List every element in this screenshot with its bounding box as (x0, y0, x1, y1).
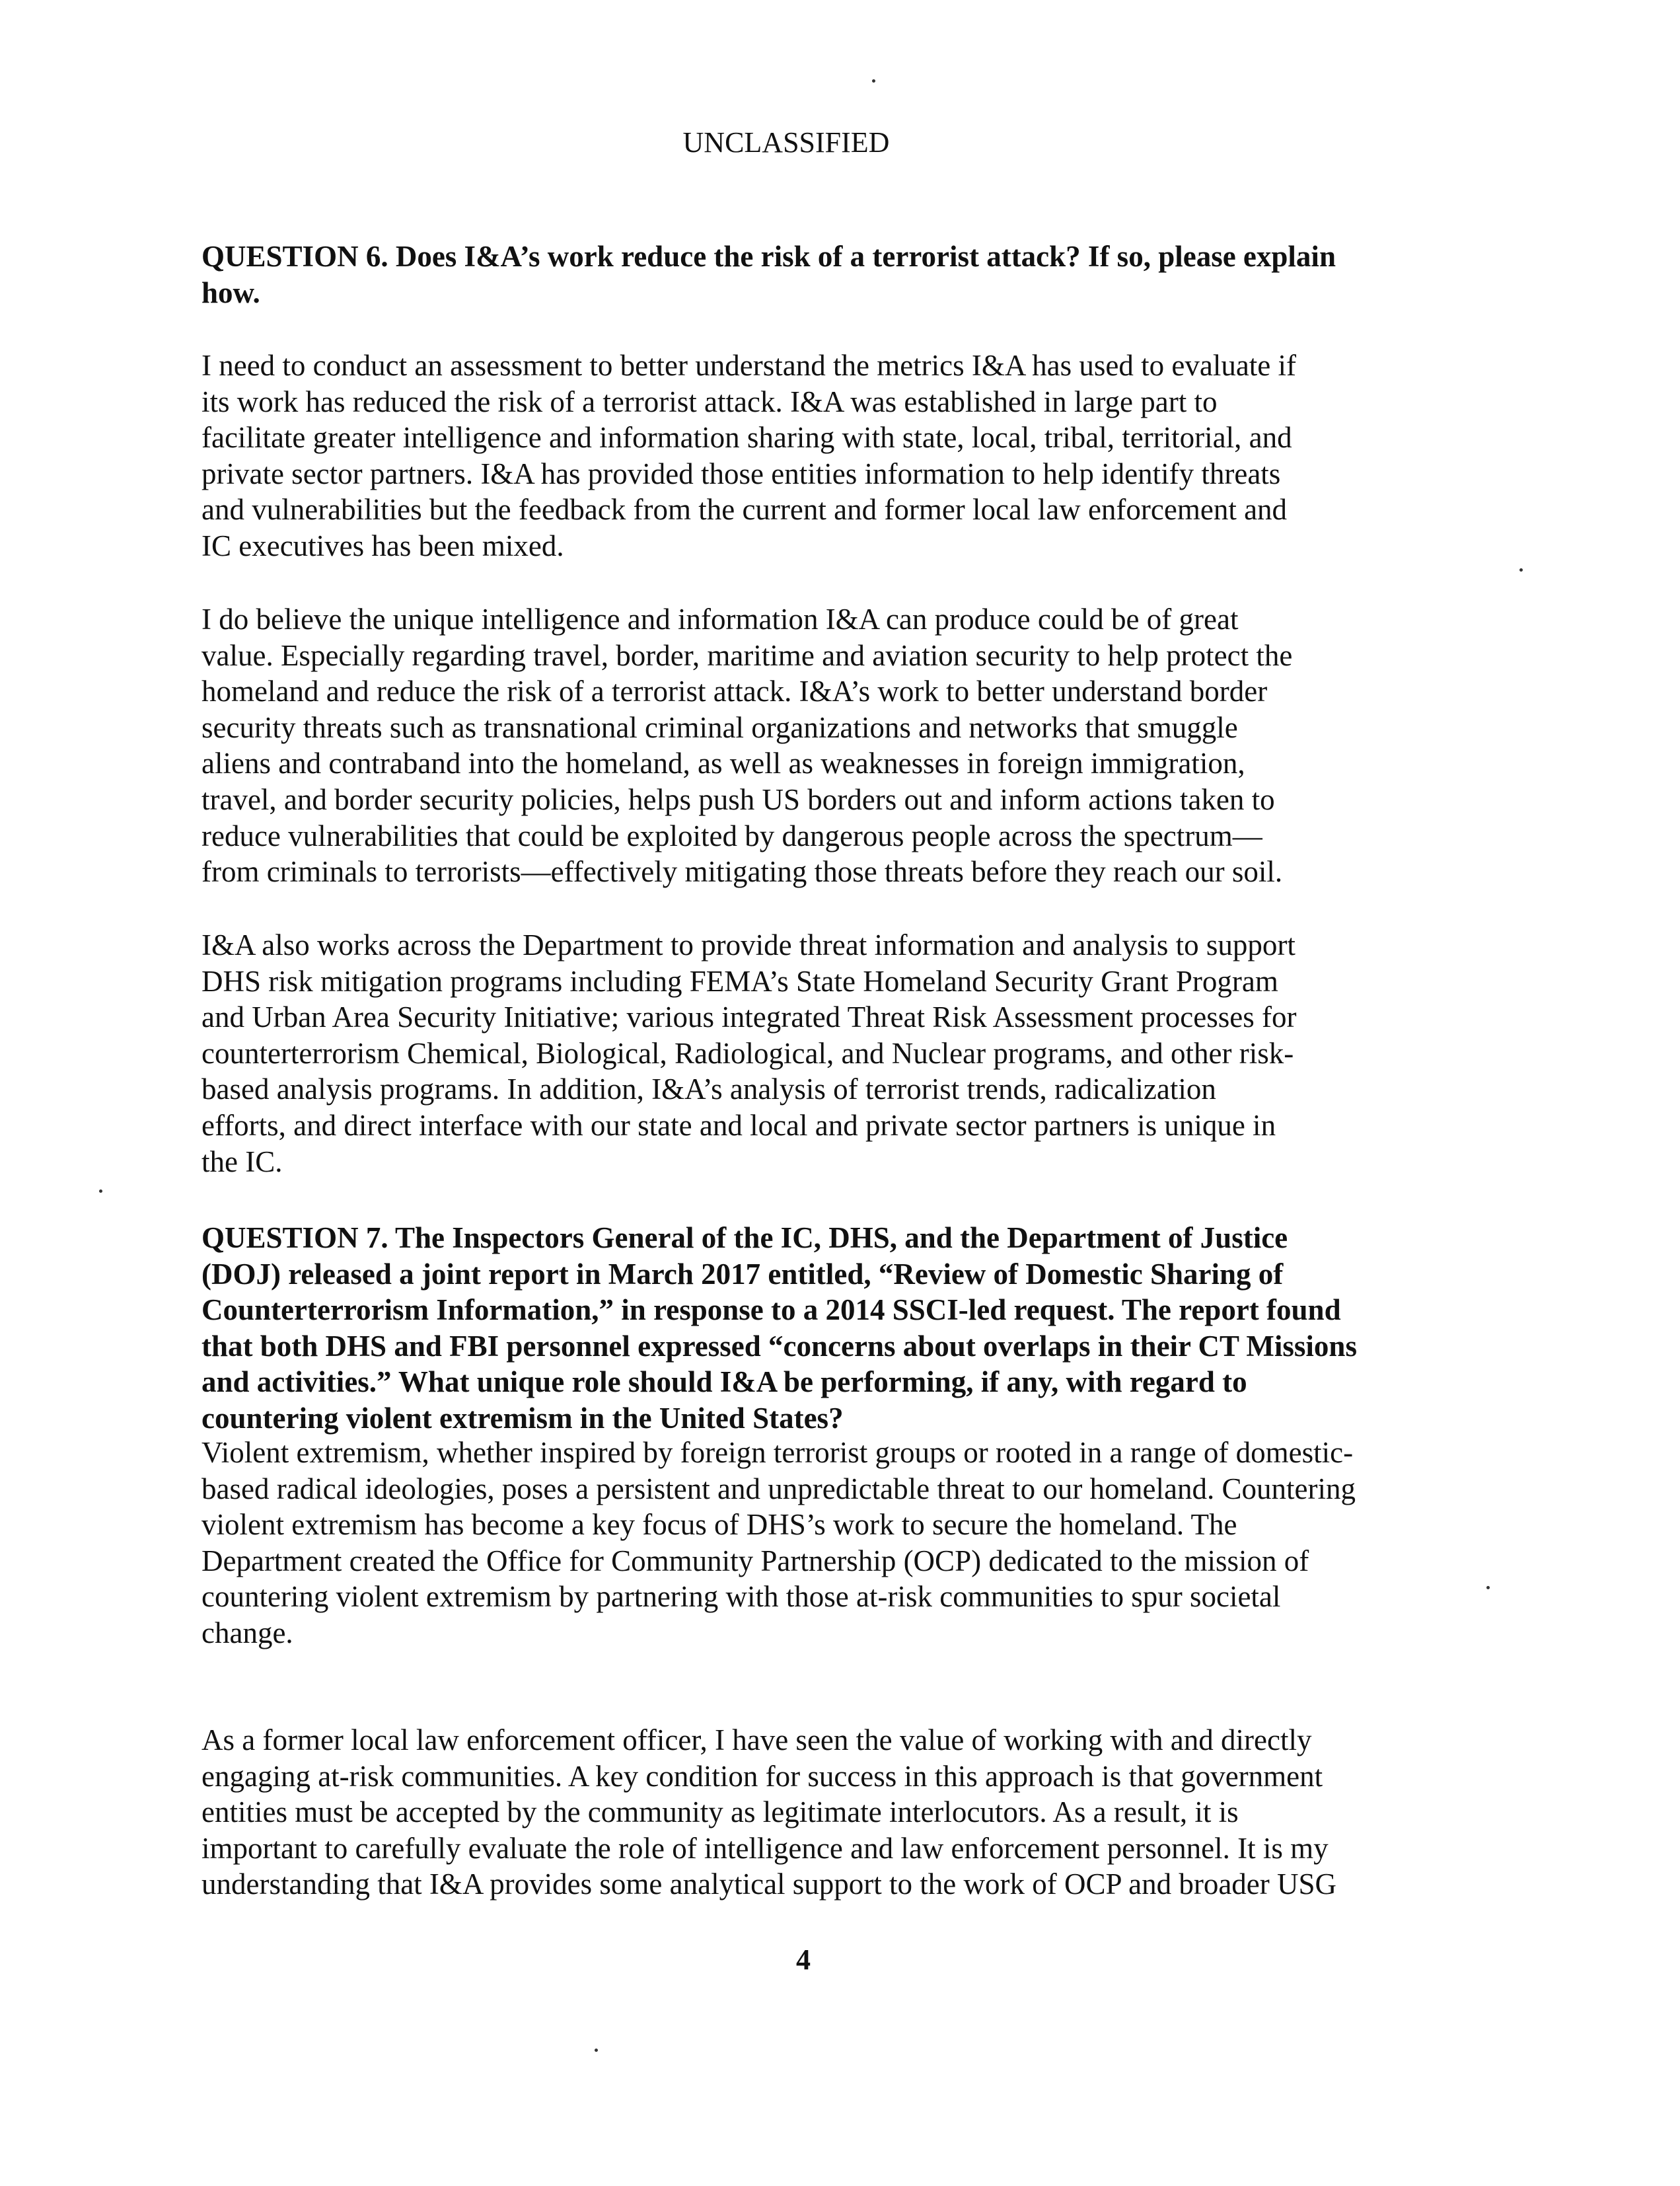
scan-speck (595, 2049, 598, 2052)
text-line: Department created the Office for Community Partnership (OCP) dedicated to the mission of (201, 1544, 1309, 1577)
text-line: its work has reduced the risk of a terrorist attack. I&A was established in large part to (201, 385, 1218, 418)
text-line: QUESTION 6. Does I&A’s work reduce the risk of a terrorist attack? If so, please explain (201, 240, 1336, 273)
text-line: Counterterrorism Information,” in response to a 2014 SSCI-led request. The report found (201, 1293, 1341, 1327)
text-line: and activities.” What unique role should I&A be performing, if any, with regard to (201, 1365, 1247, 1399)
text-line: I&A also works across the Department to provide threat information and analysis to support (201, 928, 1296, 961)
classification-header: UNCLASSIFIED (682, 126, 890, 159)
text-line: value. Especially regarding travel, border, maritime and aviation security to help protect the (201, 638, 1293, 672)
text-line: I do believe the unique intelligence and information I&A can produce could be of great (201, 603, 1239, 636)
text-line: Violent extremism, whether inspired by foreign terrorist groups or rooted in a range of domestic- (201, 1436, 1354, 1469)
text-line: violent extremism has become a key focus of DHS’s work to secure the homeland. The (201, 1508, 1237, 1542)
answer-paragraph (201, 601, 1430, 890)
answer-paragraph (201, 927, 1430, 1180)
text-line: (DOJ) released a joint report in March 2017 entitled, “Review of Domestic Sharing of (201, 1257, 1284, 1291)
text-line: reduce vulnerabilities that could be exploited by dangerous people across the spectrum— (201, 819, 1262, 852)
text-line: private sector partners. I&A has provided those entities information to help identify threats (201, 457, 1281, 490)
text-line: counterterrorism Chemical, Biological, Radiological, and Nuclear programs, and other risk- (201, 1036, 1294, 1070)
text-line: engaging at-risk communities. A key condition for success in this approach is that government (201, 1759, 1323, 1793)
text-line: and Urban Area Security Initiative; various integrated Threat Risk Assessment processes for (201, 1000, 1297, 1034)
text-line: IC executives has been mixed. (201, 529, 564, 562)
question-paragraph (201, 239, 1430, 311)
text-line: from criminals to terrorists—effectively mitigating those threats before they reach our soil. (201, 855, 1283, 889)
scan-speck (99, 1189, 102, 1193)
text-line: countering violent extremism in the United States? (201, 1401, 844, 1435)
scan-speck (1486, 1586, 1490, 1589)
text-line: and vulnerabilities but the feedback from the current and former local law enforcement and (201, 493, 1288, 527)
text-line: security threats such as transnational criminal organizations and networks that smuggle (201, 710, 1238, 744)
text-line: QUESTION 7. The Inspectors General of the IC, DHS, and the Department of Justice (201, 1221, 1288, 1254)
text-line: As a former local law enforcement officer, I have seen the value of working with and directly (201, 1723, 1312, 1756)
page-number: 4 (796, 1943, 811, 1976)
text-line: travel, and border security policies, helps push US borders out and inform actions taken to (201, 782, 1275, 816)
text-line: facilitate greater intelligence and information sharing with state, local, tribal, territorial, and (201, 421, 1292, 455)
text-line: I need to conduct an assessment to better understand the metrics I&A has used to evaluate if (201, 349, 1297, 382)
scan-speck (1519, 568, 1523, 572)
text-line: aliens and contraband into the homeland, as well as weaknesses in foreign immigration, (201, 747, 1245, 780)
answer-paragraph (201, 1722, 1430, 1903)
text-line: homeland and reduce the risk of a terrorist attack. I&A’s work to better understand border (201, 675, 1268, 708)
scan-speck (872, 79, 875, 83)
question-paragraph (201, 1220, 1430, 1437)
text-line: understanding that I&A provides some analytical support to the work of OCP and broader USG (201, 1867, 1337, 1901)
text-line: countering violent extremism by partnering with those at-risk communities to spur societal (201, 1580, 1281, 1614)
text-line: change. (201, 1616, 293, 1649)
text-line: efforts, and direct interface with our state and local and private sector partners is unique in (201, 1108, 1276, 1142)
text-line: important to carefully evaluate the role of intelligence and law enforcement personnel. It is my (201, 1831, 1329, 1865)
text-line: DHS risk mitigation programs including FEMA’s State Homeland Security Grant Program (201, 964, 1278, 998)
text-line: the IC. (201, 1145, 283, 1178)
text-line: based analysis programs. In addition, I&A’s analysis of terrorist trends, radicalization (201, 1073, 1216, 1106)
text-line: based radical ideologies, poses a persistent and unpredictable threat to our homeland. Countering (201, 1472, 1356, 1505)
text-line: how. (201, 276, 260, 309)
answer-paragraph (201, 348, 1430, 564)
answer-paragraph (201, 1435, 1430, 1651)
text-line: entities must be accepted by the community as legitimate interlocutors. As a result, it is (201, 1795, 1239, 1829)
text-line: that both DHS and FBI personnel expressed “concerns about overlaps in their CT Missions (201, 1329, 1357, 1363)
